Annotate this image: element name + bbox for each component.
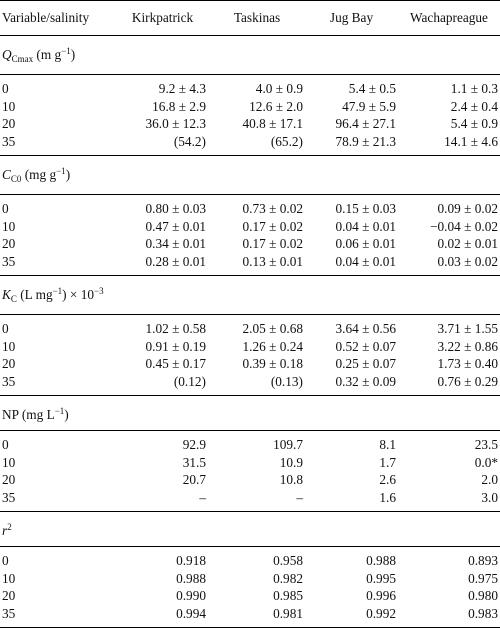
value-cell: 109.7 [273,437,303,452]
value-cell: 0.28 ± 0.01 [145,253,206,269]
value-cell: 1.73 ± 0.40 [437,356,498,371]
section-superscript: −1 [54,406,65,416]
salinity-cell: 20 [2,588,16,603]
value-cell: 0.0* [474,454,498,470]
table-row [0,570,500,588]
table-row [0,235,500,253]
section-title [0,396,500,431]
section-superscript: −3 [94,286,104,296]
section-title [0,512,500,547]
value-cell: 0.03 ± 0.02 [437,253,498,269]
section-subscript: C [10,294,17,304]
table-row [0,355,500,373]
value-cell: 3.71 ± 1.55 [437,321,498,336]
value-cell: 9.2 ± 4.3 [158,81,206,96]
salinity-cell: 0 [2,201,9,216]
section-header-row [0,396,500,431]
value-cell: 3.22 ± 0.86 [437,338,498,354]
section-header-row [0,276,500,315]
section-unit: (mg g [21,167,57,182]
section-unit: ) × 10 [62,287,95,302]
value-cell: 10.9 [279,454,303,470]
value-cell: 0.15 ± 0.03 [335,201,396,216]
section-header-row [0,156,500,195]
value-cell: 0.80 ± 0.03 [145,201,206,216]
table-row [0,587,500,605]
value-cell: 0.958 [273,553,303,568]
value-cell: 0.918 [176,553,206,568]
value-cell: 0.52 ± 0.07 [335,338,396,354]
salinity-cell: 10 [2,454,16,470]
section-var: Q [2,47,12,62]
value-cell: 0.975 [468,570,498,586]
salinity-cell: 0 [2,437,9,452]
column-header: Kirkpatrick [116,1,209,36]
table-row [0,489,500,507]
salinity-cell: 35 [2,489,16,505]
value-cell: 0.04 ± 0.01 [335,218,396,234]
value-cell: 36.0 ± 12.3 [145,116,206,131]
value-cell: 0.985 [273,588,303,603]
salinity-cell: 10 [2,570,16,586]
salinity-cell: 20 [2,236,16,251]
value-cell: 0.17 ± 0.02 [242,236,303,251]
salinity-cell: 0 [2,81,9,96]
value-cell: 0.988 [176,570,206,586]
section-subscript: Cmax [11,54,34,64]
column-header: Jug Bay [305,1,398,36]
value-cell: 20.7 [182,472,206,487]
value-cell: 5.4 ± 0.9 [450,116,498,131]
table-header-row [0,1,500,36]
value-cell: 0.32 ± 0.09 [335,373,396,389]
value-cell: 40.8 ± 17.1 [242,116,303,131]
salinity-cell: 35 [2,253,16,269]
value-cell: 0.06 ± 0.01 [335,236,396,251]
value-cell: 5.4 ± 0.5 [348,81,396,96]
table-row [0,471,500,489]
value-cell: 1.26 ± 0.24 [242,338,303,354]
value-cell: 1.02 ± 0.58 [145,321,206,336]
section-title [0,276,500,315]
value-cell: 2.05 ± 0.68 [242,321,303,336]
section-unit: ) [70,47,76,62]
salinity-cell: 20 [2,472,16,487]
value-cell: 0.983 [468,605,498,621]
spacer-row [0,622,500,628]
value-cell: 0.981 [273,605,303,621]
salinity-cell: 0 [2,553,9,568]
section-superscript: 2 [7,522,12,532]
value-cell: 92.9 [182,437,206,452]
value-cell: 0.45 ± 0.17 [145,356,206,371]
value-cell: 1.1 ± 0.3 [450,81,498,96]
salinity-cell: 20 [2,356,16,371]
section-var: NP [2,407,19,422]
column-header: Wachapreague [398,1,500,36]
value-cell: (0.12) [173,373,206,389]
value-cell: 0.988 [366,553,396,568]
table-row [0,552,500,570]
salinity-cell: 0 [2,321,9,336]
value-cell: 0.990 [176,588,206,603]
table-row [0,200,500,218]
value-cell: 78.9 ± 21.3 [335,133,396,149]
value-cell: 10.8 [279,472,303,487]
value-cell: – [296,489,303,505]
salinity-cell: 20 [2,116,16,131]
value-cell: 0.25 ± 0.07 [335,356,396,371]
value-cell: 0.91 ± 0.19 [145,338,206,354]
value-cell: 0.02 ± 0.01 [437,236,498,251]
table-row [0,98,500,116]
value-cell: 0.996 [366,588,396,603]
value-cell: 12.6 ± 2.0 [249,98,303,114]
section-subscript: C0 [10,174,22,184]
section-var: r [2,523,8,538]
section-unit: (mg L [18,407,55,422]
section-title [0,36,500,75]
value-cell: 0.76 ± 0.29 [437,373,498,389]
section-superscript: −1 [61,46,71,56]
section-var: C [2,167,11,182]
value-cell: 4.0 ± 0.9 [255,81,303,96]
table-row [0,320,500,338]
value-cell: 0.34 ± 0.01 [145,236,206,251]
value-cell: 0.13 ± 0.01 [242,253,303,269]
value-cell: 2.0 [481,472,498,487]
value-cell: (65.2) [270,133,303,149]
table-row [0,253,500,271]
section-unit: ) [65,167,71,182]
value-cell: 0.17 ± 0.02 [242,218,303,234]
salinity-cell: 35 [2,133,16,149]
salinity-cell: 10 [2,218,16,234]
value-cell: 0.982 [273,570,303,586]
section-unit: ) [64,407,69,422]
salinity-cell: 10 [2,98,16,114]
table-row [0,80,500,98]
value-cell: 14.1 ± 4.6 [444,133,498,149]
salinity-cell: 10 [2,338,16,354]
value-cell: 16.8 ± 2.9 [152,98,206,114]
table-row [0,454,500,472]
value-cell: 1.7 [379,454,396,470]
value-cell: 0.09 ± 0.02 [437,201,498,216]
value-cell: 96.4 ± 27.1 [335,116,396,131]
table-row [0,133,500,151]
value-cell: 0.39 ± 0.18 [242,356,303,371]
salinity-cell: 35 [2,605,16,621]
value-cell: – [199,489,206,505]
value-cell: 3.0 [481,489,498,505]
section-header-row [0,36,500,75]
value-cell: 0.995 [366,570,396,586]
table-row [0,115,500,133]
value-cell: 0.47 ± 0.01 [145,218,206,234]
value-cell: 2.6 [379,472,396,487]
salinity-cell: 35 [2,373,16,389]
value-cell: 0.994 [176,605,206,621]
value-cell: 8.1 [379,437,396,452]
value-cell: 0.980 [468,588,498,603]
value-cell: 47.9 ± 5.9 [342,98,396,114]
table-row [0,373,500,391]
value-cell: 3.64 ± 0.56 [335,321,396,336]
value-cell: (0.13) [270,373,303,389]
value-cell: (54.2) [173,133,206,149]
value-cell: 1.6 [379,489,396,505]
section-var: K [2,287,11,302]
section-unit: (L mg [16,287,53,302]
table-row [0,218,500,236]
value-cell: 0.04 ± 0.01 [335,253,396,269]
value-cell: 31.5 [182,454,206,470]
section-header-row [0,512,500,547]
value-cell: 2.4 ± 0.4 [450,98,498,114]
value-cell: 0.992 [366,605,396,621]
section-superscript: −1 [56,166,66,176]
table-row [0,338,500,356]
value-cell: 0.893 [468,553,498,568]
column-header: Taskinas [209,1,305,36]
section-superscript: −1 [52,286,63,296]
table-row [0,436,500,454]
table-row [0,605,500,623]
section-title [0,156,500,195]
value-cell: −0.04 ± 0.02 [430,218,498,234]
column-header: Variable/salinity [0,1,116,36]
value-cell: 23.5 [474,437,498,452]
section-unit: (m g [33,47,62,62]
value-cell: 0.73 ± 0.02 [242,201,303,216]
